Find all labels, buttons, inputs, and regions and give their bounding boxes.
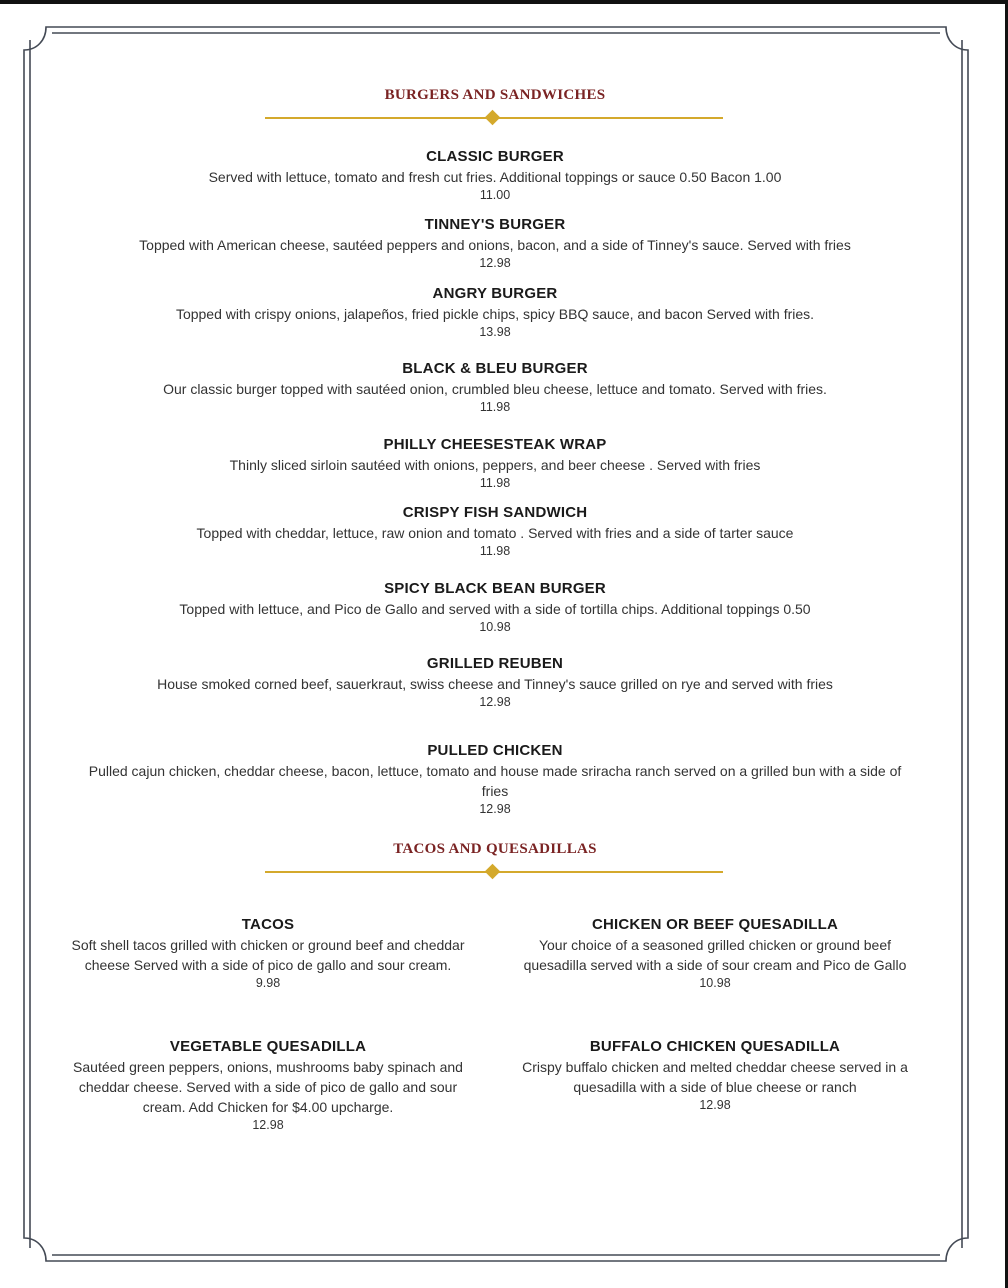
item-description: Our classic burger topped with sautéed onion, crumbled bleu cheese, lettuce and tomato. Served with fries. xyxy=(163,381,827,397)
item-description: Sautéed green peppers, onions, mushrooms baby spinach and cheddar cheese. Served with a side of pico de gallo and sour cream. Add Chicken for $4.00 upcharge. xyxy=(73,1059,463,1115)
section-divider xyxy=(265,111,723,125)
item-name: CHICKEN OR BEEF QUESADILLA xyxy=(591,916,839,933)
item-description: Crispy buffalo chicken and melted cheddar cheese served in a quesadilla with a side of blue cheese or ranch xyxy=(522,1059,908,1095)
item-name: CRISPY FISH SANDWICH xyxy=(402,504,588,521)
item-description: Topped with crispy onions, jalapeños, fried pickle chips, spicy BBQ sauce, and bacon Served with fries. xyxy=(175,306,815,322)
item-price: 12.98 xyxy=(479,256,511,270)
item-name: TACOS xyxy=(241,916,295,933)
menu-item-chicken-or-beef-quesadilla xyxy=(515,915,915,992)
item-name: TINNEY'S BURGER xyxy=(424,216,566,233)
item-name: PHILLY CHEESESTEAK WRAP xyxy=(383,436,607,453)
item-name: PULLED CHICKEN xyxy=(427,742,563,759)
menu-item-angry-burger xyxy=(60,284,930,341)
item-description: Pulled cajun chicken, cheddar cheese, bacon, lettuce, tomato and house made sriracha ranch served on a grilled bun with a side of fries xyxy=(88,763,902,799)
menu-item-tinneys-burger xyxy=(60,215,930,272)
item-description: Topped with cheddar, lettuce, raw onion and tomato . Served with fries and a side of tarter sauce xyxy=(196,525,794,541)
item-description: Topped with American cheese, sautéed peppers and onions, bacon, and a side of Tinney's sauce. Served with fries xyxy=(139,237,851,253)
menu-item-vegetable-quesadilla xyxy=(68,1037,468,1134)
section-divider xyxy=(265,865,723,879)
item-price: 12.98 xyxy=(479,695,511,709)
menu-item-grilled-reuben xyxy=(60,654,930,711)
item-price: 11.00 xyxy=(479,188,511,202)
item-price: 10.98 xyxy=(479,620,511,634)
item-name: CLASSIC BURGER xyxy=(426,148,564,165)
item-description: Your choice of a seasoned grilled chicken or ground beef quesadilla served with a side of sour cream and Pico de Gallo xyxy=(523,937,907,973)
item-name: SPICY BLACK BEAN BURGER xyxy=(384,580,606,597)
item-price: 11.98 xyxy=(479,544,511,558)
item-description: House smoked corned beef, sauerkraut, swiss cheese and Tinney's sauce grilled on rye and served with fries xyxy=(157,676,833,692)
item-price: 13.98 xyxy=(479,325,511,339)
item-price: 11.98 xyxy=(479,476,511,490)
menu-item-spicy-black-bean-burger xyxy=(60,579,930,636)
item-price: 11.98 xyxy=(479,400,511,414)
item-name: BLACK & BLEU BURGER xyxy=(402,360,588,377)
item-price: 9.98 xyxy=(255,976,281,990)
item-price: 12.98 xyxy=(479,802,511,816)
item-description: Thinly sliced sirloin sautéed with onions, peppers, and beer cheese . Served with fries xyxy=(229,457,761,473)
menu-item-pulled-chicken xyxy=(75,741,915,818)
item-name: VEGETABLE QUESADILLA xyxy=(169,1038,367,1055)
menu-item-crispy-fish-sandwich xyxy=(60,503,930,560)
item-name: GRILLED REUBEN xyxy=(426,655,564,672)
divider-diamond-icon xyxy=(485,864,501,880)
item-price: 12.98 xyxy=(699,1098,731,1112)
item-name: ANGRY BURGER xyxy=(432,285,558,302)
menu-item-classic-burger xyxy=(60,147,930,204)
item-price: 10.98 xyxy=(699,976,731,990)
item-name: BUFFALO CHICKEN QUESADILLA xyxy=(589,1038,841,1055)
item-price: 12.98 xyxy=(252,1118,284,1132)
menu-item-buffalo-chicken-quesadilla xyxy=(515,1037,915,1114)
menu-item-black-bleu-burger xyxy=(60,359,930,416)
divider-diamond-icon xyxy=(485,110,501,126)
item-description: Topped with lettuce, and Pico de Gallo and served with a side of tortilla chips. Additional toppings 0.50 xyxy=(179,601,811,617)
section-title-tacos: TACOS AND QUESADILLAS xyxy=(393,841,597,857)
item-description: Served with lettuce, tomato and fresh cut fries. Additional toppings or sauce 0.50 Bacon 1.00 xyxy=(208,169,782,185)
section-title-burgers: BURGERS AND SANDWICHES xyxy=(384,87,606,103)
menu-item-tacos xyxy=(68,915,468,992)
menu-item-philly-cheesesteak-wrap xyxy=(60,435,930,492)
item-description: Soft shell tacos grilled with chicken or ground beef and cheddar cheese Served with a side of pico de gallo and sour cream. xyxy=(71,937,465,973)
